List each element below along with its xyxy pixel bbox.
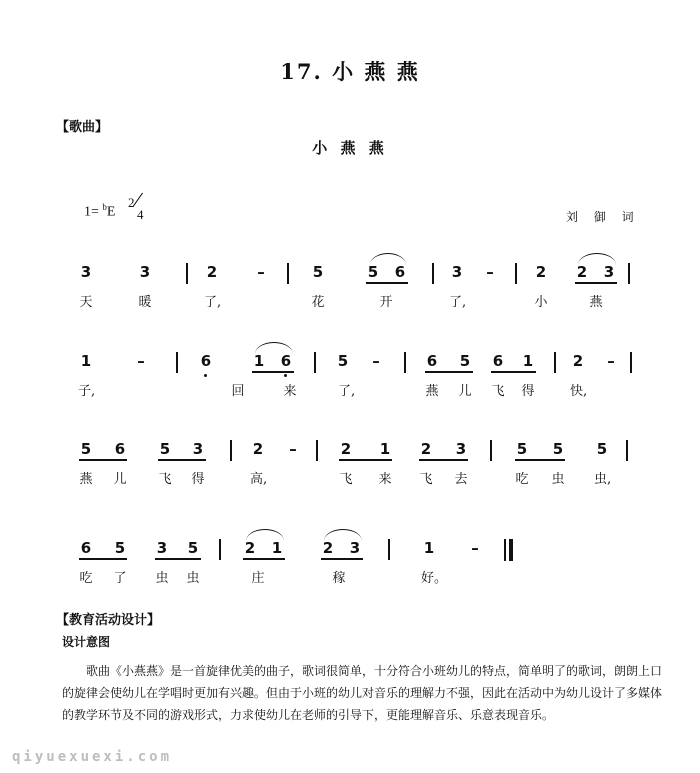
- note: 5: [367, 263, 379, 281]
- lyric: 虫: [155, 571, 169, 586]
- lyric: 儿: [458, 384, 472, 399]
- note: 5: [459, 352, 471, 370]
- note: 1: [423, 539, 435, 557]
- note: 5: [80, 440, 92, 458]
- underline: [491, 371, 536, 373]
- design-intent-text: [62, 660, 662, 726]
- final-barline: [504, 539, 513, 561]
- underline: [366, 282, 408, 284]
- key-signature: [84, 202, 115, 221]
- underline: [515, 459, 565, 461]
- note: 2: [244, 539, 256, 557]
- underline: [575, 282, 617, 284]
- key-prefix: 1=: [84, 204, 103, 220]
- low-octave-dot: [204, 374, 207, 377]
- note: 1: [379, 440, 391, 458]
- barline: [630, 352, 632, 373]
- meter-bottom: 4: [137, 207, 144, 222]
- slur: [370, 253, 406, 265]
- underline: [339, 459, 392, 461]
- note: 6: [280, 352, 292, 370]
- note: 6: [114, 440, 126, 458]
- section-label-song: 【歌曲】: [56, 120, 109, 135]
- note: 3: [156, 539, 168, 557]
- lyric: 庄: [251, 571, 265, 586]
- note: 2: [322, 539, 334, 557]
- lyric: 稼: [332, 571, 346, 586]
- barline: [626, 440, 628, 461]
- underline: [425, 371, 473, 373]
- barline: [176, 352, 178, 373]
- lyric: 花: [311, 295, 325, 310]
- dash: –: [289, 440, 297, 458]
- watermark: qiyuexuexi.com: [12, 749, 173, 765]
- lyric: 吃: [79, 571, 93, 586]
- note: 1: [522, 352, 534, 370]
- lyric: 飞: [419, 472, 433, 487]
- dash: –: [257, 263, 265, 281]
- lyric: 子,: [78, 384, 96, 399]
- barline: [186, 263, 188, 284]
- note: 6: [492, 352, 504, 370]
- note: 2: [576, 263, 588, 281]
- dash: –: [137, 352, 145, 370]
- dash: –: [486, 263, 494, 281]
- note: 1: [271, 539, 283, 557]
- meter-slash: [133, 193, 143, 207]
- note: 3: [603, 263, 615, 281]
- barline: [554, 352, 556, 373]
- note: 2: [340, 440, 352, 458]
- note: 3: [349, 539, 361, 557]
- underline: [252, 371, 294, 373]
- lyric: 飞: [158, 472, 172, 487]
- lyric: 来: [283, 384, 297, 399]
- barline: [287, 263, 289, 284]
- meter-top: 2: [128, 195, 135, 210]
- note: 5: [596, 440, 608, 458]
- barline: [515, 263, 517, 284]
- underline: [158, 459, 206, 461]
- note: 1: [80, 352, 92, 370]
- lyric: 了,: [449, 295, 467, 310]
- barline: [388, 539, 390, 560]
- note: 2: [206, 263, 218, 281]
- barline: [432, 263, 434, 284]
- note: 5: [187, 539, 199, 557]
- lyric: 燕: [79, 472, 93, 487]
- note: 2: [420, 440, 432, 458]
- lyric: 燕: [425, 384, 439, 399]
- note: 2: [535, 263, 547, 281]
- note: 5: [114, 539, 126, 557]
- barline: [628, 263, 630, 284]
- note: 5: [312, 263, 324, 281]
- note: 3: [192, 440, 204, 458]
- note: 2: [252, 440, 264, 458]
- lyric: 了: [113, 571, 127, 586]
- lyric: 高,: [250, 472, 268, 487]
- note: 1: [253, 352, 265, 370]
- underline: [243, 558, 285, 560]
- lyric: 快,: [570, 384, 588, 399]
- low-octave-dot: [284, 374, 287, 377]
- slur: [578, 253, 616, 265]
- barline: [404, 352, 406, 373]
- barline: [230, 440, 232, 461]
- section-label-design: 【教育活动设计】: [56, 613, 161, 628]
- note: 5: [159, 440, 171, 458]
- design-intent-paragraph: 歌曲《小燕燕》是一首旋律优美的曲子，歌词很简单，十分符合小班幼儿的特点，简单明了的歌词，朗朗上口的旋律会使幼儿在学唱时更加有兴趣。但由于小班的幼儿对音乐的理解力不强，因此在活动中为幼儿设计了多媒体的教学环节及不同的游戏形式，力求使幼儿在老师的引导下，更能理解音乐、乐意表现音乐。: [62, 664, 663, 722]
- lyric: 吃: [515, 472, 529, 487]
- key-note: E: [106, 204, 116, 220]
- lyric: 好。: [421, 571, 448, 586]
- note: 6: [394, 263, 406, 281]
- underline: [155, 558, 201, 560]
- lyric: 虫: [551, 472, 565, 487]
- lyric: 飞: [339, 472, 353, 487]
- page-title: 17. 小 燕 燕: [280, 59, 420, 84]
- lyric: 小: [534, 295, 548, 310]
- lyric: 了,: [204, 295, 222, 310]
- lyric: 开: [379, 295, 393, 310]
- dash: –: [372, 352, 380, 370]
- slur: [246, 529, 284, 541]
- lyric: 飞: [491, 384, 505, 399]
- lyric: 得: [521, 384, 535, 399]
- lyricist-credit: 刘 御 词: [566, 210, 640, 224]
- note: 3: [80, 263, 92, 281]
- design-intent-title: 设计意图: [62, 635, 111, 649]
- lyric: 来: [378, 472, 392, 487]
- note: 2: [572, 352, 584, 370]
- song-title: 小 燕 燕: [312, 139, 388, 157]
- score-row-1: [0, 263, 700, 323]
- underline: [79, 558, 127, 560]
- note: 3: [451, 263, 463, 281]
- lyric: 燕: [589, 295, 603, 310]
- dash: –: [607, 352, 615, 370]
- lyric: 虫: [186, 571, 200, 586]
- lyric: 去: [454, 472, 468, 487]
- lyric: 暖: [138, 295, 152, 310]
- note: 5: [337, 352, 349, 370]
- note: 6: [200, 352, 212, 370]
- note: 6: [80, 539, 92, 557]
- lyric: 得: [191, 472, 205, 487]
- note: 5: [552, 440, 564, 458]
- underline: [321, 558, 363, 560]
- barline: [490, 440, 492, 461]
- note: 3: [455, 440, 467, 458]
- barline: [316, 440, 318, 461]
- lyric: 儿: [113, 472, 127, 487]
- lyric: 回: [231, 384, 245, 399]
- score-row-4: [0, 539, 700, 599]
- dash: –: [471, 539, 479, 557]
- flat-sign: b: [102, 202, 107, 212]
- slur: [324, 529, 362, 541]
- note: 5: [516, 440, 528, 458]
- note: 6: [426, 352, 438, 370]
- barline: [219, 539, 221, 560]
- barline: [314, 352, 316, 373]
- underline: [419, 459, 468, 461]
- slur: [255, 342, 293, 354]
- underline: [79, 459, 127, 461]
- lyric: 天: [79, 295, 93, 310]
- score-row-3: [0, 440, 700, 500]
- lyric: 了,: [338, 384, 356, 399]
- score-row-2: [0, 352, 700, 412]
- lyric: 虫,: [594, 472, 612, 487]
- note: 3: [139, 263, 151, 281]
